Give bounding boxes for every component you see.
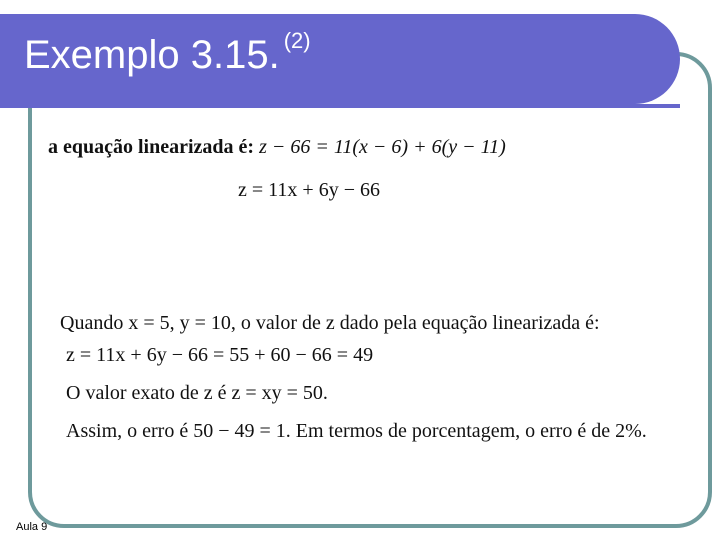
- linearized-equation-line: [48, 137, 506, 157]
- slide-title: [24, 30, 311, 75]
- when-statement: Quando x = 5, y = 10, o valor de z dado pela equação linearizada é:: [60, 312, 600, 334]
- slide-title-superscript: (2): [283, 28, 311, 53]
- title-underline: [0, 104, 680, 108]
- slide-title-text: Exemplo 3.15.: [24, 33, 280, 77]
- content-frame: [28, 52, 712, 528]
- computed-value: z = 11x + 6y − 66 = 55 + 60 − 66 = 49: [66, 344, 374, 366]
- linearized-equation-label: a equação linearizada é:: [48, 136, 260, 158]
- footer-label: Aula 9: [16, 521, 48, 533]
- error-statement: Assim, o erro é 50 − 49 = 1. Em termos de porcentagem, o erro é de 2%.: [66, 420, 647, 442]
- linearized-equation: z − 66 = 11(x − 6) + 6(y − 11): [259, 136, 506, 158]
- exact-value: O valor exato de z é z = xy = 50.: [66, 382, 328, 404]
- linearized-equation-simplified: z = 11x + 6y − 66: [238, 179, 380, 201]
